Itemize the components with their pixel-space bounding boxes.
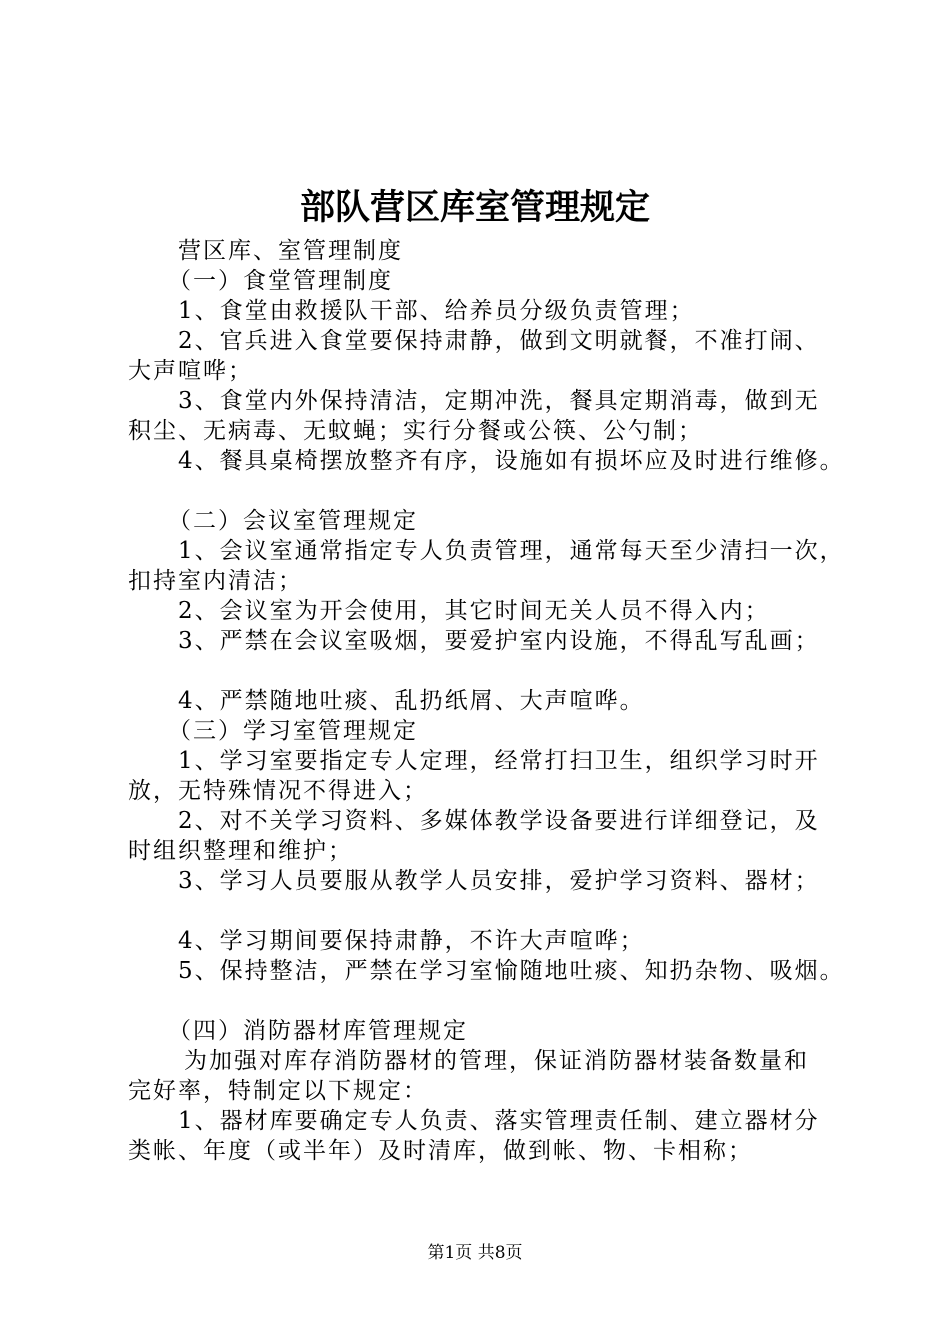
paragraph-line: 2、对不关学习资料、多媒体教学设备要进行详细登记，及 <box>178 808 820 834</box>
section-heading-2: （二）会议室管理规定 <box>168 508 418 534</box>
paragraph-line: 3、学习人员要服从教学人员安排，爱护学习资料、器材； <box>178 868 820 894</box>
paragraph-line: 1、食堂由救援队干部、给养员分级负责管理； <box>178 298 695 324</box>
paragraph-line: 5、保持整洁，严禁在学习室愉随地吐痰、知扔杂物、吸烟。 <box>178 958 845 984</box>
paragraph-line: 1、学习室要指定专人定理，经常打扫卫生，组织学习时开 <box>178 748 820 774</box>
blank-line <box>128 986 863 1016</box>
blank-line <box>128 476 863 506</box>
paragraph-line: 3、食堂内外保持清洁，定期冲洗，餐具定期消毒，做到无 <box>178 388 820 414</box>
page-number-footer: 第1页 共8页 <box>427 1243 523 1263</box>
paragraph-line: 4、严禁随地吐痰、乱扔纸屑、大声喧哗。 <box>178 688 645 714</box>
paragraph-line: 完好率，特制定以下规定： <box>128 1078 428 1104</box>
paragraph-line: 类帐、年度（或半年）及时清库，做到帐、物、卡相称； <box>128 1138 753 1164</box>
section-heading-3: （三）学习室管理规定 <box>168 718 418 744</box>
paragraph-line: 为加强对库存消防器材的管理，保证消防器材装备数量和 <box>184 1048 809 1074</box>
paragraph-line: 扣持室内清洁； <box>128 568 303 594</box>
paragraph-line: 放，无特殊情况不得进入； <box>128 778 428 804</box>
paragraph-line: 4、餐具桌椅摆放整齐有序，设施如有损坏应及时进行维修。 <box>178 448 845 474</box>
blank-line <box>128 896 863 926</box>
paragraph-line: 营区库、室管理制度 <box>178 238 403 264</box>
paragraph-line: 3、严禁在会议室吸烟，要爱护室内设施，不得乱写乱画； <box>178 628 820 654</box>
paragraph-line: 4、学习期间要保持肃静，不许大声喧哗； <box>178 928 645 954</box>
paragraph-line: 大声喧哗； <box>128 358 253 384</box>
paragraph-line: 1、器材库要确定专人负责、落实管理责任制、建立器材分 <box>178 1108 820 1134</box>
document-body <box>128 236 863 1166</box>
paragraph-line: 积尘、无病毒、无蚊蝇；实行分餐或公筷、公勺制； <box>128 418 703 444</box>
paragraph-line: 1、会议室通常指定专人负责管理，通常每天至少清扫一次， <box>178 538 845 564</box>
paragraph-line: 2、官兵进入食堂要保持肃静，做到文明就餐，不准打闹、 <box>178 328 820 354</box>
document-title: 部队营区库室管理规定 <box>299 187 650 228</box>
section-heading-4: （四）消防器材库管理规定 <box>168 1018 468 1044</box>
section-heading-1: （一）食堂管理制度 <box>168 268 393 294</box>
paragraph-line: 时组织整理和维护； <box>128 838 353 864</box>
blank-line <box>128 656 863 686</box>
paragraph-line: 2、会议室为开会使用，其它时间无关人员不得入内； <box>178 598 770 624</box>
